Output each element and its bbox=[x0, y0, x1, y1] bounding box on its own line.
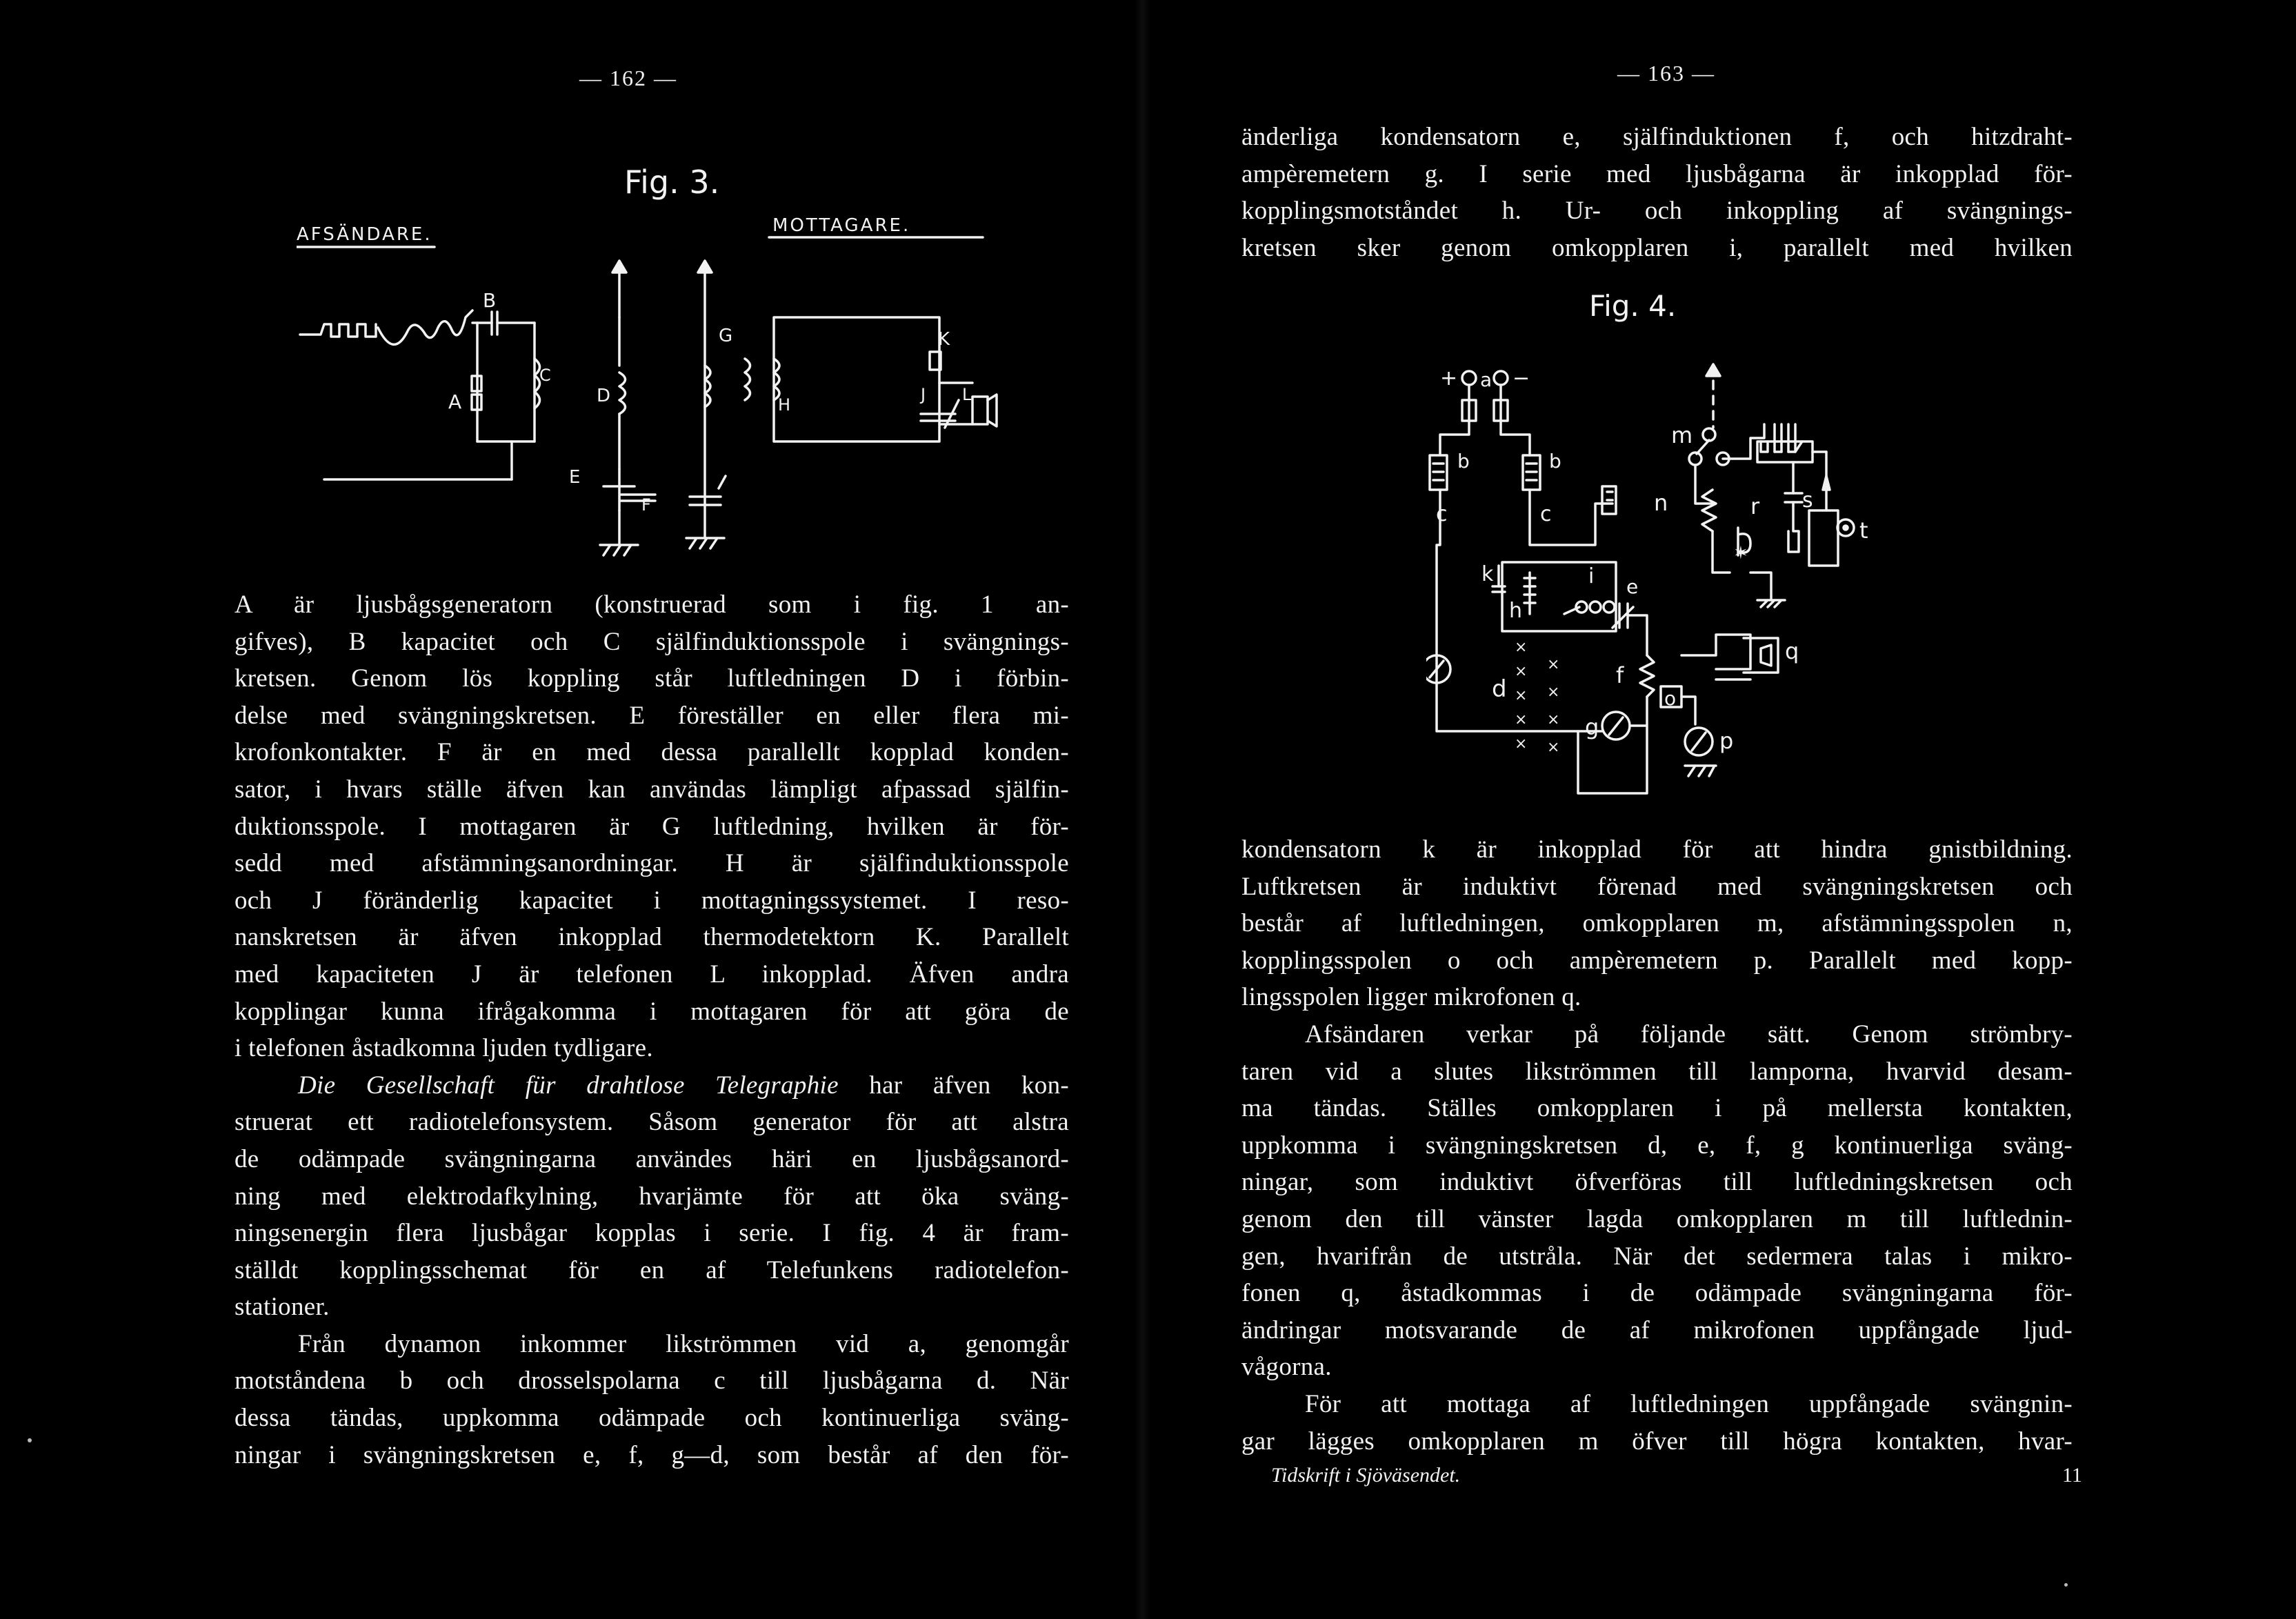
label-C: C bbox=[539, 366, 551, 385]
fig4-label: Fig. 4. bbox=[1589, 289, 1677, 323]
right-top-text bbox=[1241, 119, 2073, 266]
text-line: struerat ett radiotelefonsystem. Såsom generator för att alstra bbox=[234, 1108, 1069, 1137]
coil-c bbox=[378, 310, 472, 344]
scan-speck bbox=[2064, 1583, 2068, 1587]
label-K: K bbox=[938, 329, 950, 350]
text-line: delse med svängningskretsen. E föreställer en eller flera mi- bbox=[234, 701, 1069, 730]
text-line: ning med elektrodafkylning, hvarjämte för att öka sväng- bbox=[234, 1182, 1069, 1211]
text-line: stationer. bbox=[234, 1293, 330, 1322]
label-H: H bbox=[778, 395, 791, 415]
right-body-text bbox=[1241, 831, 2073, 1460]
label-G: G bbox=[719, 326, 733, 346]
label-d: d bbox=[1492, 675, 1507, 703]
label-t: t bbox=[1859, 517, 1868, 544]
label-r: r bbox=[1750, 493, 1760, 519]
text-line: änderliga kondensatorn e, själfinduktionen f, och hitzdraht- bbox=[1241, 123, 2073, 151]
label-c-left: c bbox=[1436, 502, 1448, 526]
text-line: motståndena b och drosselspolarna c till ljusbågarna d. När bbox=[234, 1367, 1069, 1395]
label-q: q bbox=[1785, 638, 1799, 664]
label-E: E bbox=[569, 467, 581, 488]
signature-number: 11 bbox=[2062, 1464, 2082, 1487]
svg-text:✶: ✶ bbox=[1733, 543, 1748, 564]
figure-4-circuit-diagram bbox=[1426, 283, 1992, 807]
text-line: Afsändaren verkar på följande sätt. Genom strömbry- bbox=[1305, 1020, 2073, 1049]
label-k: k bbox=[1481, 562, 1494, 586]
text-line: kopplingsmotståndet h. Ur- och inkoppling af svängnings- bbox=[1241, 197, 2073, 226]
label-s: s bbox=[1802, 488, 1813, 513]
label-o: o bbox=[1664, 687, 1677, 710]
label-D: D bbox=[597, 386, 611, 406]
label-plus: + bbox=[1440, 366, 1458, 390]
text-line: uppkomma i svängningskretsen d, e, f, g kontinuerliga sväng- bbox=[1241, 1131, 2073, 1160]
text-line: ningar i svängningskretsen e, f, g—d, som består af den för- bbox=[234, 1440, 1069, 1469]
text-line: kondensatorn k är inkopplad för att hindra gnistbildning. bbox=[1241, 835, 2073, 864]
left-page bbox=[0, 0, 1135, 1619]
fig3-label: Fig. 3. bbox=[624, 163, 720, 201]
page-number-left: — 162 — bbox=[579, 66, 677, 90]
text-line: dessa tändas, uppkomma odämpade och kontinuerliga sväng- bbox=[234, 1404, 1069, 1433]
text-line: duktionsspole. I mottagaren är G luftledning, hvilken är för- bbox=[234, 812, 1069, 841]
text-line: ändringar motsvarande de af mikrofonen uppfångade ljud- bbox=[1241, 1315, 2073, 1344]
text-line: och J föränderlig kapacitet i mottagningssystemet. I reso- bbox=[234, 886, 1069, 915]
label-g: g bbox=[1585, 714, 1599, 740]
svg-text:×: × bbox=[1515, 711, 1528, 728]
text-line: taren vid a slutes likströmmen till lamporna, hvarvid desam- bbox=[1241, 1057, 2073, 1086]
text-line: A är ljusbågsgeneratorn (konstruerad som i fig. 1 an- bbox=[234, 590, 1069, 619]
text-line: krofonkontakter. F är en med dessa parallellt kopplad konden- bbox=[234, 738, 1069, 767]
text-line: För att mottaga af luftledningen uppfångade svängnin- bbox=[1305, 1389, 2073, 1418]
text-line: gifves), B kapacitet och C själfinduktionsspole i svängnings- bbox=[234, 627, 1069, 656]
svg-text:×: × bbox=[1515, 687, 1528, 704]
label-b-right: b bbox=[1549, 450, 1561, 473]
label-m: m bbox=[1671, 422, 1693, 448]
text-line bbox=[234, 1067, 1069, 1104]
label-h: h bbox=[1509, 599, 1523, 623]
page-number-right: — 163 — bbox=[1617, 61, 1715, 86]
scan-speck bbox=[28, 1438, 32, 1442]
label-F: F bbox=[641, 495, 651, 515]
text-line: med kapaciteten J är telefonen L inkopplad. Äfven andra bbox=[234, 960, 1069, 989]
italic-company-name: Die Gesellschaft für drahtlose Telegraphie bbox=[298, 1071, 839, 1100]
text-line: fonen q, åstadkommas i de odämpade svängningarna för- bbox=[1241, 1279, 2073, 1308]
label-minus: − bbox=[1513, 366, 1530, 390]
text-line: gar lägges omkopplaren m öfver till högra kontakten, hvar- bbox=[1241, 1427, 2073, 1456]
text-line: ningsenergin flera ljusbågar kopplas i serie. I fig. 4 är fram- bbox=[234, 1219, 1069, 1248]
text-fragment: har äfven kon- bbox=[869, 1071, 1069, 1100]
label-c-right: c bbox=[1540, 502, 1552, 526]
text-line: Luftkretsen är induktivt förenad med svängningskretsen och bbox=[1241, 872, 2073, 901]
text-line: vågorna. bbox=[1241, 1353, 1332, 1382]
text-line: ampèremetern g. I serie med ljusbågarna är inkopplad för- bbox=[1241, 159, 2073, 188]
text-line: nanskretsen är äfven inkopplad thermodetektorn K. Parallelt bbox=[234, 923, 1069, 952]
svg-text:×: × bbox=[1515, 663, 1528, 680]
text-line: lingsspolen ligger mikrofonen q. bbox=[1241, 983, 1581, 1012]
label-B: B bbox=[483, 289, 497, 312]
label-a: a bbox=[1480, 368, 1493, 391]
label-e: e bbox=[1626, 575, 1639, 598]
text-line: sator, i hvars ställe äfven kan användas lämpligt afpassad själfin- bbox=[234, 775, 1069, 804]
text-line: ma tändas. Ställes omkopplaren i på mellersta kontakten, bbox=[1241, 1094, 2073, 1123]
arc-generator-zigzag bbox=[300, 324, 376, 337]
text-line: ningar, som induktivt öfverföras till luftledningskretsen och bbox=[1241, 1168, 2073, 1197]
svg-text:×: × bbox=[1547, 711, 1560, 728]
label-L: L bbox=[962, 385, 972, 404]
text-line: kopplingsspolen o och ampèremetern p. Parallelt med kopp- bbox=[1241, 946, 2073, 975]
text-line: ställdt kopplingsschemat för en af Telefunkens radiotelefon- bbox=[234, 1255, 1069, 1284]
svg-text:×: × bbox=[1515, 735, 1528, 753]
text-line: Från dynamon inkommer likströmmen vid a, genomgår bbox=[298, 1329, 1069, 1358]
svg-text:×: × bbox=[1547, 739, 1560, 756]
label-f: f bbox=[1616, 662, 1624, 688]
receiver-label: MOTTAGARE. bbox=[772, 215, 911, 236]
text-line: sedd med afstämningsanordningar. H är själfinduktionsspole bbox=[234, 849, 1069, 878]
label-b-left: b bbox=[1457, 450, 1470, 473]
journal-footer: Tidskrift i Sjöväsendet. bbox=[1271, 1464, 1461, 1487]
text-line: kretsen sker genom omkopplaren i, parallelt med hvilken bbox=[1241, 233, 2073, 262]
left-body-text bbox=[234, 586, 1069, 1473]
text-line: i telefonen åstadkomna ljuden tydligare. bbox=[234, 1034, 653, 1063]
text-line: kopplingar kunna ifrågakomma i mottagaren för att göra de bbox=[234, 997, 1069, 1026]
text-line: består af luftledningen, omkopplaren m, afstämningsspolen n, bbox=[1241, 909, 2073, 938]
label-p: p bbox=[1719, 728, 1734, 754]
text-line: gen, hvarifrån de utstråla. När det sedermera talas i mikro- bbox=[1241, 1242, 2073, 1271]
label-i: i bbox=[1588, 564, 1595, 588]
text-line: kretsen. Genom lös koppling står luftledningen D i förbin- bbox=[234, 664, 1069, 693]
svg-text:×: × bbox=[1547, 684, 1560, 701]
label-A: A bbox=[448, 390, 462, 413]
right-page bbox=[1150, 0, 2296, 1619]
svg-text:×: × bbox=[1547, 656, 1560, 673]
figure-3-circuit-diagram bbox=[297, 152, 1021, 566]
book-gutter bbox=[1135, 0, 1150, 1619]
sender-label: AFSÄNDARE. bbox=[297, 224, 432, 245]
text-line: de odämpade svängningarna användes häri en ljusbågsanord- bbox=[234, 1144, 1069, 1173]
svg-text:×: × bbox=[1515, 639, 1528, 656]
label-J: J bbox=[921, 385, 926, 404]
text-line: genom den till vänster lagda omkopplaren m till luftlednin- bbox=[1241, 1204, 2073, 1233]
label-n: n bbox=[1654, 490, 1668, 516]
